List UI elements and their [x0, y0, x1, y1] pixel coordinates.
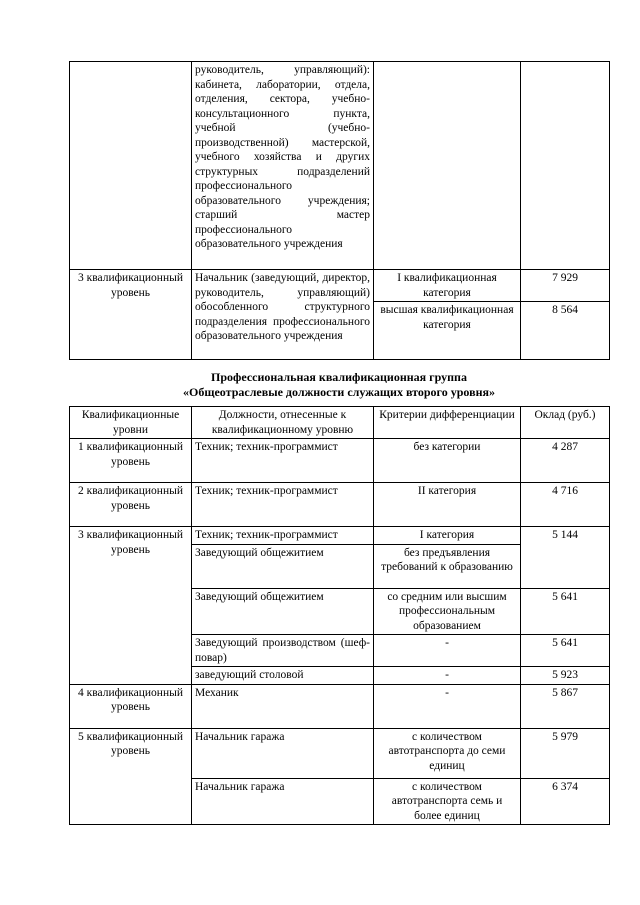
position-cell: заведующий столовой: [192, 667, 374, 685]
position-cell: Заведующий общежитием: [192, 544, 374, 588]
criteria-cell: со средним или высшим профессиональным образованием: [374, 588, 521, 635]
criteria-cell: без предъявления требований к образованию: [374, 544, 521, 588]
position-cell: Техник; техник-программист: [192, 439, 374, 483]
level-cell: 3 квалификационный уровень: [70, 527, 192, 685]
position-cell: Заведующий производством (шеф-повар): [192, 635, 374, 667]
position-cell: Техник; техник-программист: [192, 483, 374, 527]
position-cell: Заведующий общежитием: [192, 588, 374, 635]
level-cell: 3 квалификационный уровень: [70, 270, 192, 360]
salary-cell: 7 929: [521, 270, 610, 302]
table-row: [70, 483, 610, 527]
group-heading: [69, 370, 609, 400]
position-cell: Механик: [192, 684, 374, 728]
criteria-cell: I категория: [374, 527, 521, 545]
criteria-cell: без категории: [374, 439, 521, 483]
criteria-cell: -: [374, 667, 521, 685]
criteria-cell: II категория: [374, 483, 521, 527]
table-row: [70, 684, 610, 728]
salary-cell: 5 641: [521, 588, 610, 635]
positions-cell: Начальник (заведующий, директор, руководитель, управляющий) обособленного структурного подразделения профессионального образовательного учреждения: [192, 270, 374, 360]
header-cell: Квалификационные уровни: [70, 407, 192, 439]
salary-cell: 5 144: [521, 527, 610, 589]
salary-cell: 4 716: [521, 483, 610, 527]
table-row: [70, 62, 610, 270]
positions-cell: руководитель, управляющий): кабинета, лаборатории, отдела, отделения, сектора, учебно-консультационного пункта, учебной (учебно-производственной) мастерской, учебного хозяйства и других структурных подразделений профессионального образовательного учреждения; старший мастер профессионального образовательного учреждения: [192, 62, 374, 270]
salary-cell: 6 374: [521, 778, 610, 825]
criteria-cell: -: [374, 684, 521, 728]
table-row: [70, 527, 610, 545]
salary-cell: 8 564: [521, 302, 610, 360]
position-cell: Техник; техник-программист: [192, 527, 374, 545]
salary-cell: 5 867: [521, 684, 610, 728]
level-cell: [70, 62, 192, 270]
level-cell: 4 квалификационный уровень: [70, 684, 192, 728]
level-cell: 1 квалификационный уровень: [70, 439, 192, 483]
header-cell: Оклад (руб.): [521, 407, 610, 439]
salary-cell: [521, 62, 610, 270]
salary-cell: 5 979: [521, 728, 610, 778]
level-cell: 5 квалификационный уровень: [70, 728, 192, 825]
salary-cell: 5 923: [521, 667, 610, 685]
criteria-cell: I квалификационная категория: [374, 270, 521, 302]
header-row: [70, 407, 610, 439]
table-row: [70, 439, 610, 483]
salary-table: [69, 406, 610, 825]
salary-cell: 4 287: [521, 439, 610, 483]
table-row: [70, 270, 610, 302]
group-heading-line2: «Общеотраслевые должности служащих второго уровня»: [183, 385, 495, 399]
position-cell: Начальник гаража: [192, 728, 374, 778]
table-row: [70, 728, 610, 778]
criteria-cell: высшая квалификационная категория: [374, 302, 521, 360]
salary-cell: 5 641: [521, 635, 610, 667]
criteria-cell: -: [374, 635, 521, 667]
criteria-cell: с количеством автотранспорта до семи единиц: [374, 728, 521, 778]
header-cell: Критерии дифференциации: [374, 407, 521, 439]
salary-table-continued: [69, 61, 610, 360]
group-heading-line1: Профессиональная квалификационная группа: [211, 370, 467, 384]
level-cell: 2 квалификационный уровень: [70, 483, 192, 527]
criteria-cell: с количеством автотранспорта семь и более единиц: [374, 778, 521, 825]
position-cell: Начальник гаража: [192, 778, 374, 825]
criteria-cell: [374, 62, 521, 270]
header-cell: Должности, отнесенные к квалификационному уровню: [192, 407, 374, 439]
